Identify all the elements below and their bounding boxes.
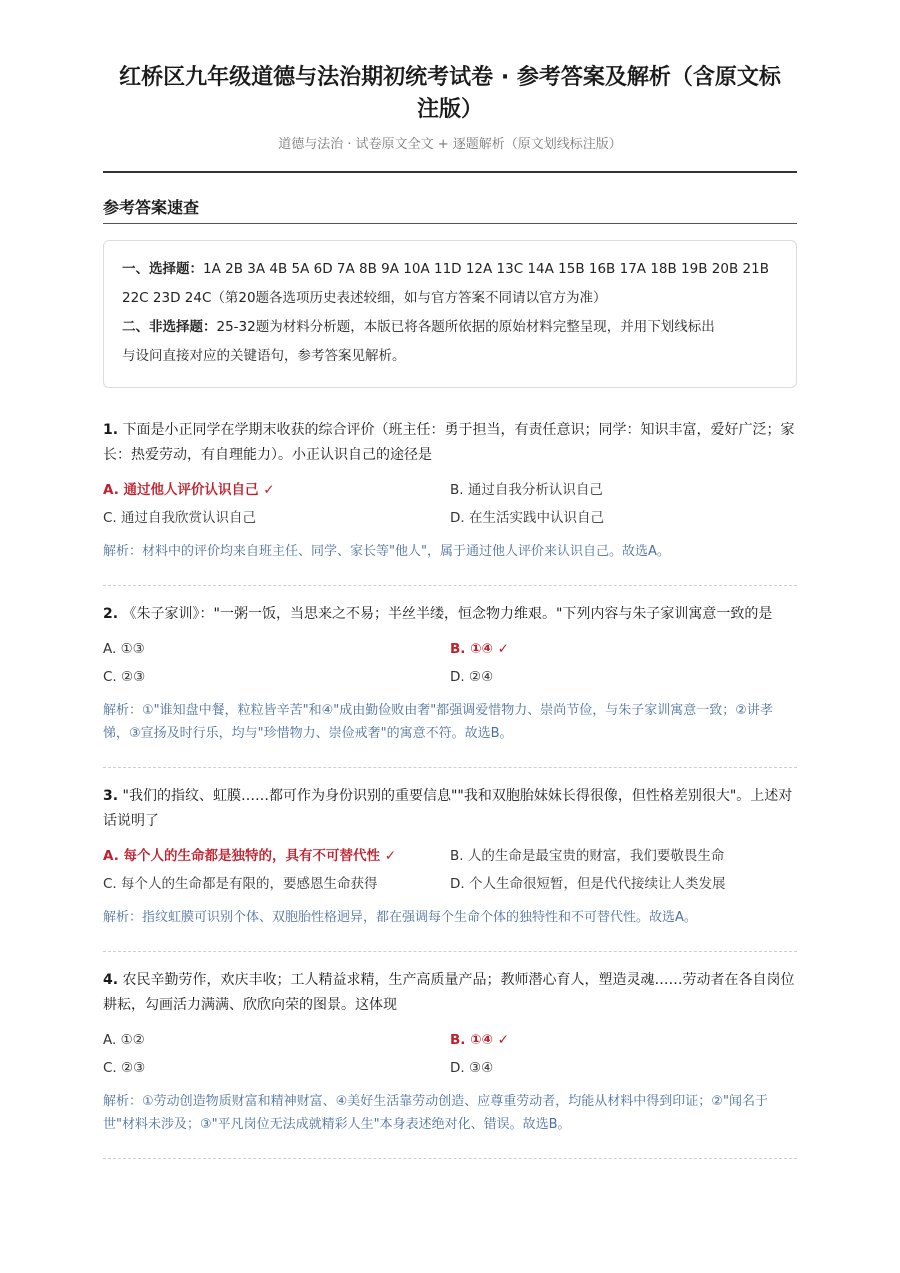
open-answers-text1: 25-32题为材料分析题，本版已将各题所依据的原始材料完整呈现，并用下划线标出 xyxy=(216,319,715,335)
answers-section-title: 参考答案速查 xyxy=(103,197,797,224)
title-divider xyxy=(103,171,797,173)
options-grid xyxy=(103,635,797,691)
options-grid xyxy=(103,1026,797,1082)
question-text: 农民辛勤劳作，欢庆丰收；工人精益求精，生产高质量产品；教师潜心育人，塑造灵魂……劳动者在各自岗位耕耘，勾画活力满满、欣欣向荣的图景。这体现 xyxy=(103,972,795,1013)
option-c: C. 通过自我欣赏认识自己 xyxy=(103,510,257,526)
question-3 xyxy=(103,768,797,952)
question-stem xyxy=(103,602,797,627)
question-number: 4. xyxy=(103,972,119,988)
question-analysis: 解析：①"谁知盘中餐，粒粒皆辛苦"和④"成由勤俭败由奢"都强调爱惜物力、崇尚节俭，与朱子家训寓意一致；②讲孝悌，③宣扬及时行乐，均与"珍惜物力、崇俭戒奢"的寓意不符。故选B。 xyxy=(103,703,773,741)
question-4 xyxy=(103,952,797,1159)
question-analysis: 解析：指纹虹膜可识别个体、双胞胎性格迥异，都在强调每个生命个体的独特性和不可替代性。故选A。 xyxy=(103,910,697,925)
option-d: D. 在生活实践中认识自己 xyxy=(450,510,604,526)
question-stem xyxy=(103,968,797,1018)
options-grid xyxy=(103,476,797,532)
open-answers-label: 二、非选择题： xyxy=(122,319,217,335)
question-number: 1. xyxy=(103,422,119,438)
answer-summary-box xyxy=(103,240,797,388)
question-number: 2. xyxy=(103,606,119,622)
option-b: B. ①④ ✓ xyxy=(450,1032,509,1048)
option-b: B. 通过自我分析认识自己 xyxy=(450,482,603,498)
option-b: B. ①④ ✓ xyxy=(450,641,509,657)
page-title-line2: 注版） xyxy=(416,97,483,122)
option-a: A. 每个人的生命都是独特的，具有不可替代性 ✓ xyxy=(103,848,397,864)
page-subtitle: 道德与法治 · 试卷原文全文 + 逐题解析（原文划线标注版） xyxy=(278,137,622,152)
option-a: A. ①③ xyxy=(103,641,145,657)
question-text: 《朱子家训》："一粥一饭，当思来之不易；半丝半缕，恒念物力维艰。"下列内容与朱子家训寓意一致的是 xyxy=(122,606,773,622)
page-title-line1: 红桥区九年级道德与法治期初统考试卷 · 参考答案及解析（含原文标 xyxy=(119,65,781,90)
question-1 xyxy=(103,418,797,586)
option-c: C. ②③ xyxy=(103,1060,146,1076)
page-title xyxy=(103,0,797,126)
option-a: A. ①② xyxy=(103,1032,145,1048)
mc-answers-line1 xyxy=(122,255,778,284)
question-stem xyxy=(103,418,797,468)
option-c: C. 每个人的生命都是有限的，要感恩生命获得 xyxy=(103,876,378,892)
option-a: A. 通过他人评价认识自己 ✓ xyxy=(103,482,275,498)
mc-answers-text2: 22C 23D 24C（第20题各选项历史表述较细，如与官方答案不同请以官方为准） xyxy=(122,290,607,306)
question-number: 3. xyxy=(103,788,119,804)
option-c: C. ②③ xyxy=(103,669,146,685)
option-d: D. 个人生命很短暂，但是代代接续让人类发展 xyxy=(450,876,726,892)
option-d: D. ②④ xyxy=(450,669,494,685)
option-d: D. ③④ xyxy=(450,1060,494,1076)
question-analysis: 解析：材料中的评价均来自班主任、同学、家长等"他人"，属于通过他人评价来认识自己。故选A。 xyxy=(103,544,670,559)
question-analysis: 解析：①劳动创造物质财富和精神财富、④美好生活靠劳动创造、应尊重劳动者，均能从材料中得到印证；②"闻名于世"材料未涉及；③"平凡岗位无法成就精彩人生"本身表述绝对化、错误。故选B。 xyxy=(103,1094,768,1132)
mc-answers-label: 一、选择题： xyxy=(122,261,203,277)
open-answers-text2: 与设问直接对应的关键语句，参考答案见解析。 xyxy=(122,348,406,364)
question-2 xyxy=(103,586,797,768)
option-b: B. 人的生命是最宝贵的财富，我们要敬畏生命 xyxy=(450,848,725,864)
mc-answers-text1: 1A 2B 3A 4B 5A 6D 7A 8B 9A 10A 11D 12A 13C 14A 15B 16B 17A 18B 19B 20B 21B xyxy=(203,261,769,277)
question-text: 下面是小正同学在学期末收获的综合评价（班主任：勇于担当，有责任意识；同学：知识丰富，爱好广泛；家长：热爱劳动，有自理能力）。小正认识自己的途径是 xyxy=(103,422,795,463)
question-stem xyxy=(103,784,797,834)
question-text: "我们的指纹、虹膜……都可作为身份识别的重要信息""我和双胞胎妹妹长得很像，但性格差别很大"。上述对话说明了 xyxy=(103,788,793,829)
options-grid xyxy=(103,842,797,898)
open-answers-line1 xyxy=(122,313,778,342)
